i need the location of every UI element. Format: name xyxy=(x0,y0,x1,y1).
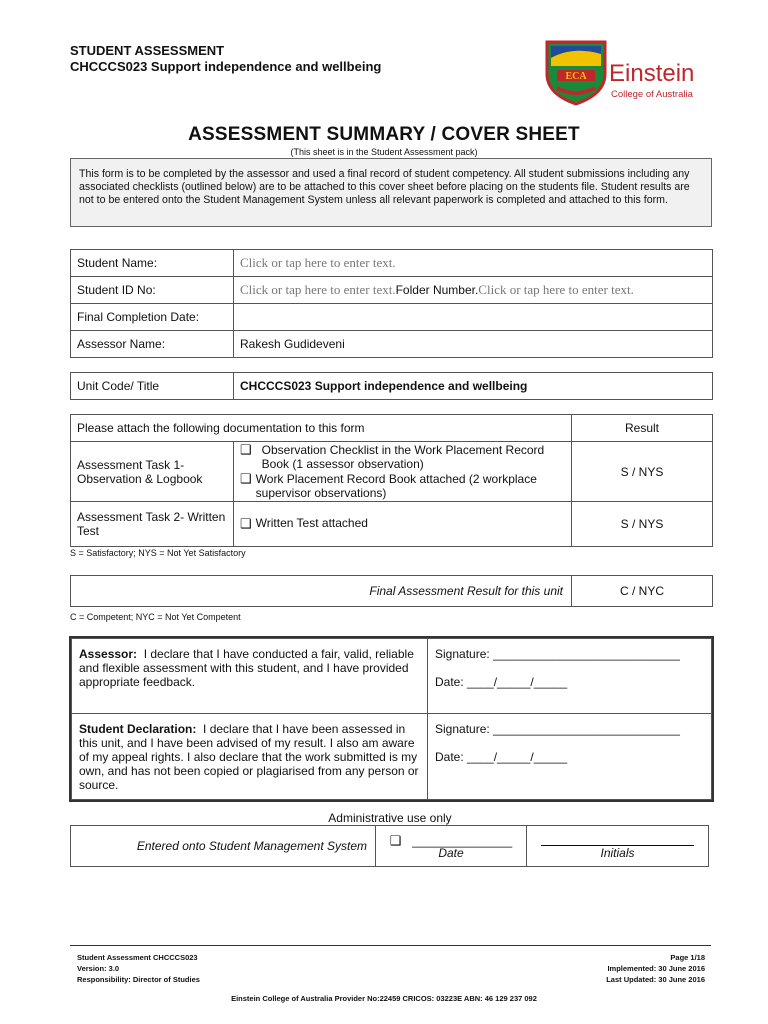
checkbox-icon[interactable]: ❑ xyxy=(240,516,252,531)
page-title: ASSESSMENT SUMMARY / COVER SHEET xyxy=(188,124,580,145)
admin-initials-label: Initials xyxy=(600,845,635,860)
admin-caption: Administrative use only xyxy=(328,811,452,825)
unit-value: CHCCCS023 Support independence and wellbeing xyxy=(234,373,713,400)
footer-provider: Einstein College of Australia Provider No:22459 CRICOS: 03223E ABN: 46 129 237 092 xyxy=(231,994,537,1003)
footer-implemented: Implemented: 30 June 2016 xyxy=(607,964,705,973)
folder-number-placeholder[interactable]: Click or tap here to enter text. xyxy=(478,282,634,297)
student-name-placeholder: Click or tap here to enter text. xyxy=(240,255,396,270)
header-line1: STUDENT ASSESSMENT xyxy=(70,43,225,58)
admin-table xyxy=(70,825,709,867)
student-signature-line[interactable]: Signature: ____________________________ xyxy=(435,722,680,736)
task1-item-label: Observation Checklist in the Work Placement Record Book (1 assessor observation) xyxy=(261,442,545,471)
satisfactory-legend: S = Satisfactory; NYS = Not Yet Satisfactory xyxy=(70,548,246,558)
final-result-table xyxy=(70,575,713,607)
assessor-declaration-title: Assessor: xyxy=(79,647,138,661)
admin-date-line[interactable]: _______________ xyxy=(412,833,513,848)
unit-label: Unit Code/ Title xyxy=(71,373,234,400)
page-subtitle: (This sheet is in the Student Assessment pack) xyxy=(290,147,478,157)
student-declaration-text: I declare that I have been assessed in this unit, and I have been advised of my result. I also am aware of my appeal rights. I also declare that the work submitted is my own, and has not been copied or plagiarised from any person or source. xyxy=(79,722,419,792)
checkbox-icon[interactable]: ❑ xyxy=(240,441,252,457)
student-name-field[interactable] xyxy=(234,250,713,277)
footer-left xyxy=(77,952,200,985)
final-result-value[interactable]: C / NYC xyxy=(572,576,713,607)
assessor-declaration-text: I declare that I have conducted a fair, valid, reliable and flexible assessment with this student, and I have provided appropriate feedback. xyxy=(79,647,414,689)
task2-item-label: Written Test attached xyxy=(255,516,368,530)
student-name-label: Student Name: xyxy=(71,250,234,277)
task1-result[interactable]: S / NYS xyxy=(572,442,713,502)
folder-number-label: Folder Number. xyxy=(395,283,479,297)
student-declaration xyxy=(72,714,428,800)
task1-items xyxy=(234,442,572,502)
svg-text:ECA: ECA xyxy=(565,71,587,82)
completion-date-field[interactable] xyxy=(234,304,713,331)
documentation-header: Please attach the following documentation to this form xyxy=(71,415,572,442)
college-logo xyxy=(543,36,609,106)
assessor-signature-line[interactable]: Signature: ____________________________ xyxy=(435,647,680,661)
footer-responsibility: Responsibility: Director of Studies xyxy=(77,975,200,984)
logo-tagline: College of Australia xyxy=(611,89,693,100)
logo-shield-icon xyxy=(543,36,609,106)
footer-right xyxy=(606,952,705,985)
assessor-name-label: Assessor Name: xyxy=(71,331,234,358)
task1-item[interactable] xyxy=(240,472,565,501)
assessor-declaration xyxy=(72,639,428,714)
footer-updated: Last Updated: 30 June 2016 xyxy=(606,975,705,984)
footer-page: Page 1/18 xyxy=(670,953,705,962)
student-id-label: Student ID No: xyxy=(71,277,234,304)
admin-date-cell xyxy=(376,826,527,867)
task1-label: Assessment Task 1- Observation & Logbook xyxy=(71,442,234,502)
unit-table xyxy=(70,372,713,400)
task1-item-label: Work Placement Record Book attached (2 workplace supervisor observations) xyxy=(255,471,537,500)
task1-item[interactable] xyxy=(240,443,565,472)
checkbox-icon[interactable]: ❑ xyxy=(240,470,252,486)
admin-initials-cell[interactable] xyxy=(527,826,709,867)
task2-item[interactable] xyxy=(240,516,565,532)
intro-box: This form is to be completed by the assessor and used a final record of student competency. All student submissions including any associated checklists (outlined below) are to be attached to this cover sheet before placing on the students file. Student results are not to be entered onto the Student Management System unless all relevant paperwork is completed and attached to this form. xyxy=(70,158,712,227)
student-declaration-title: Student Declaration: xyxy=(79,722,197,736)
task2-label: Assessment Task 2- Written Test xyxy=(71,502,234,547)
student-id-placeholder: Click or tap here to enter text. xyxy=(240,282,396,297)
student-id-field[interactable] xyxy=(234,277,713,304)
assessor-date-line[interactable]: Date: ____/_____/_____ xyxy=(435,675,568,689)
header-line2: CHCCCS023 Support independence and wellbeing xyxy=(70,59,382,74)
assessor-name-field[interactable]: Rakesh Gudideveni xyxy=(234,331,713,358)
admin-date-label: Date xyxy=(438,845,464,860)
footer-rule xyxy=(70,945,711,946)
student-details-table xyxy=(70,249,713,358)
admin-label: Entered onto Student Management System xyxy=(71,826,376,867)
result-header: Result xyxy=(572,415,713,442)
final-result-label: Final Assessment Result for this unit xyxy=(71,576,572,607)
student-date-line[interactable]: Date: ____/_____/_____ xyxy=(435,750,568,764)
declarations-box xyxy=(69,636,714,802)
documentation-table xyxy=(70,414,713,547)
competent-legend: C = Competent; NYC = Not Yet Competent xyxy=(70,612,241,622)
footer-doc-name: Student Assessment CHCCCS023 xyxy=(77,953,198,962)
task2-items xyxy=(234,502,572,547)
assessor-signature-cell xyxy=(428,639,712,714)
completion-date-label: Final Completion Date: xyxy=(71,304,234,331)
task2-result[interactable]: S / NYS xyxy=(572,502,713,547)
footer-version: Version: 3.0 xyxy=(77,964,120,973)
student-signature-cell xyxy=(428,714,712,800)
logo-name: Einstein xyxy=(609,60,695,87)
checkbox-icon[interactable]: ❑ xyxy=(389,832,402,848)
